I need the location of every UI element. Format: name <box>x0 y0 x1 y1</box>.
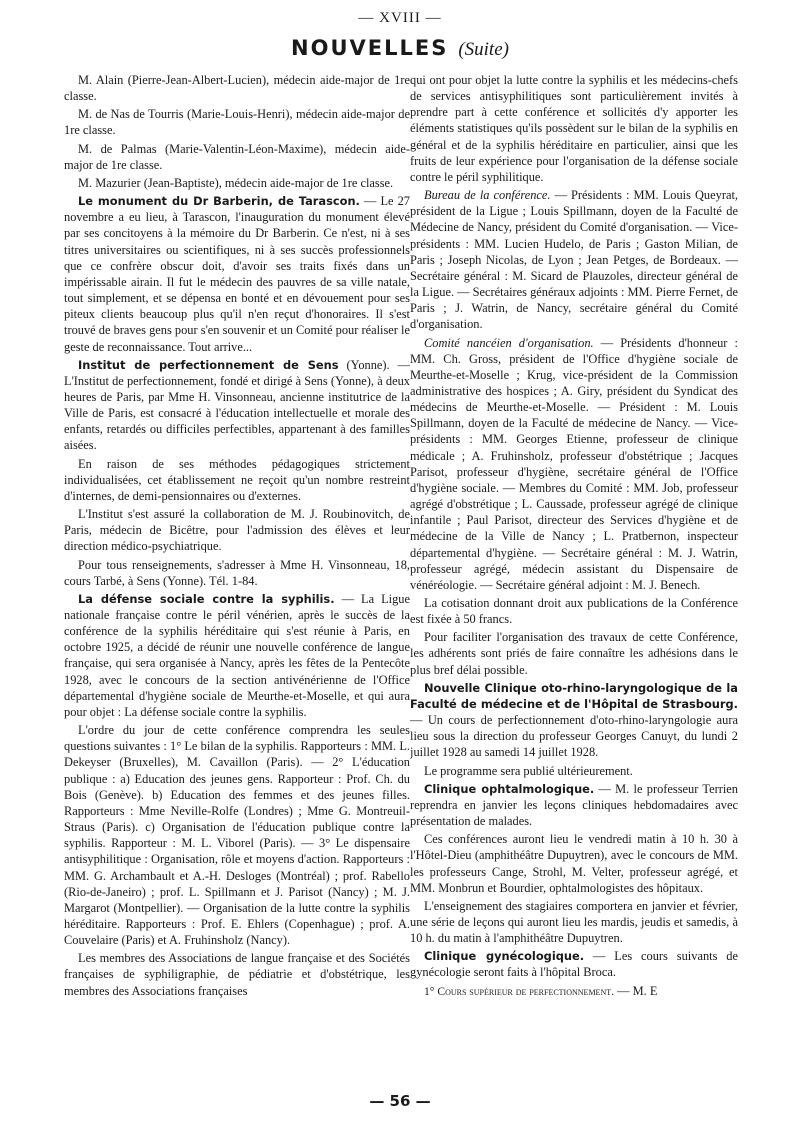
section-heading: Le monument du Dr Barberin, de Tarascon. <box>78 194 360 209</box>
paragraph-text: Ces conférences auront lieu le vendredi matin à 10 h. 30 à l'Hôtel-Dieu (amphithéâtre Dupuytren), avec le concours de MM. les professeurs Cange, Strohl, M. Velter, professeur agrégé, et MM. Monbrun et Bourdier, ophtalmologistes des hôpitaux. <box>410 832 738 895</box>
paragraph <box>64 357 410 454</box>
section-heading: La défense sociale contre la syphilis. <box>78 591 335 606</box>
paragraph-text: — Présidents d'honneur : MM. Ch. Gross, président de l'Office d'hygiène sociale de Meurthe-et-Moselle ; Krug, vice-président de la Commission administrative des hospices ; A. Giry, président du Syndicat des médecins de Meurthe-et-Moselle. — Président : M. Louis Spillmann, doyen de la Faculté de médecine de Nancy. — Vice-présidents : MM. Georges Etienne, professeur de clinique médicale ; A. Fruhinsholz, professeur d'obstétrique ; Jacques Parisot, professeur d'hygiène, secrétaire général de l'Office d'hygiène sociale. — Membres du Comité : MM. Job, professeur agrégé d'obstrétique ; L. Caussade, professeur agrégé de clinique infantile ; Paul Parisot, directeur des Services d'hygiène et de médecine de la Ville de Nancy ; L. Pratbernon, inspecteur départemental d'hygiène. — Secrétaire général : M. J. Watrin, professeur agrégé, médecin assistant du Dispensaire de vénéréologie. — Secrétaire général adjoint : M. J. Benech. <box>410 335 738 592</box>
paragraph-text: Pour tous renseignements, s'adresser à Mme H. Vinsonneau, 18, cours Tarbé, à Sens (Yonne). Tél. 1-84. <box>64 557 410 588</box>
italic-lead: Bureau de la conférence. <box>424 188 551 203</box>
paragraph <box>64 72 410 104</box>
paragraph-text: qui ont pour objet la lutte contre la syphilis et les médecins-chefs de services antisyphilitiques sont particulièrement invités à prendre part à cette conférence et sollicités d'y apporter les éléments statistiques qu'ils possèdent sur le bilan de la syphilis en général et de la syphilis héréditaire en particulier, ainsi que les fruits de leur expérience pour l'organisation de la défense sociale contre le péril syphilitique. <box>410 73 738 184</box>
paragraph-text: — Présidents : MM. Louis Queyrat, président de la Ligue ; Louis Spillmann, doyen de la Faculté de Médecine de Nancy, président du Comité d'organisation. — Vice-présidents : MM. Lucien Hudelo, de Paris ; Gaston Milian, de Paris ; Joseph Nicolas, de Lyon ; Jean Petges, de Bordeaux. — Secrétaire général : M. Sicard de Plauzoles, directeur général de la Ligue. — Secrétaires généraux adjoints : MM. Pierre Fernet, de Paris ; J. Watrin, de Nancy, secrétaire général du Comité d'organisation. <box>410 188 738 332</box>
page-number: — 56 — <box>369 1092 431 1110</box>
paragraph <box>64 722 410 948</box>
paragraph-text: — Les cours suivants de gynécologie seront faits à l'hôpital Broca. <box>410 949 738 980</box>
paragraph <box>410 595 738 627</box>
paragraph <box>64 175 410 191</box>
section-heading: Clinique gynécologique. <box>424 949 585 964</box>
paragraph-text: M. de Palmas (Marie-Valentin-Léon-Maxime), médecin aide-major de 1re classe. <box>64 141 410 172</box>
section-title-main: NOUVELLES <box>291 36 449 60</box>
paragraph <box>410 72 738 185</box>
paragraph-text: L'enseignement des stagiaires comportera en janvier et février, une série de leçons qui auront lieu les mardis, jeudis et samedis, à 10 h. du matin à l'amphithéâtre Dupuytren. <box>410 898 738 946</box>
paragraph-text: — La Ligue nationale française contre le péril vénérien, après le succès de la conférence de la syphilis héréditaire qui s'est réunie à Paris, en octobre 1925, a décidé de réunir une nouvelle conférence de langue française, qui sera organisée à Nancy, après les fêtes de la Pentecôte 1928, avec le concours de la section antivénérienne de l'Office départemental d'hygiène sociale de Meurthe-et-Moselle, et qui aura pour objet : La défense sociale contre la syphilis. <box>64 591 410 719</box>
paragraph-text: — Le 27 novembre a eu lieu, à Tarascon, l'inauguration du monument élevé par ses concitoyens à la mémoire du Dr Barberin. Ce n'est, ni à ses titres universitaires ou scientifiques, ni à ses succès professionnels que ce confrère obscur doit, d'avoir ses traits fixés dans un impérissable airain. Il fut le médecin des pauvres de sa ville natale, tout simplement, et se dépensa en bonté et en dévouement pour ses piteux clients beaucoup plus qu'il n'en reçut d'honoraires. Il s'est trouvé de braves gens pour s'en souvenir et un Comité pour réaliser le geste de reconnaissance. Tout arrive... <box>64 194 410 354</box>
paragraph <box>410 831 738 896</box>
section-heading: Clinique ophtalmologique. <box>424 781 595 796</box>
paragraph <box>410 948 738 980</box>
paragraph-text: M. Mazurier (Jean-Baptiste), médecin aide-major de 1re classe. <box>78 175 394 190</box>
paragraph <box>64 950 410 998</box>
paragraph <box>410 983 738 1000</box>
paragraph-text: (Yonne). — L'Institut de perfectionnement, fondé et dirigé à Sens (Yonne), à deux heures de Paris, par Mme H. Vinsonneau, ancienne institutrice de la Ville de Paris, est consacré à l'éducation intellectuelle et morale des enfants, retardés ou difficiles perfectibles, appartenant à des familles aisées. <box>64 357 410 453</box>
paragraph <box>410 781 738 829</box>
section-title-suite: (Suite) <box>458 39 509 60</box>
section-title <box>0 36 800 61</box>
paragraph-text: Les membres des Associations de langue française et des Sociétés françaises de syphiligraphie, de pédiatrie et d'obstétrique, les membres des Associations françaises <box>64 951 410 998</box>
paragraph <box>64 557 410 589</box>
right-column <box>410 72 738 1092</box>
smallcaps-lead: 1° Cours supérieur de perfectionnement. <box>424 984 615 998</box>
paragraph <box>64 506 410 554</box>
paragraph <box>410 335 738 594</box>
paragraph-text: — M. E <box>614 983 658 998</box>
paragraph-text: Le programme sera publié ultérieurement. <box>424 763 633 778</box>
paragraph <box>410 898 738 946</box>
paragraph-text: La cotisation donnant droit aux publications de la Conférence est fixée à 50 francs. <box>410 596 738 627</box>
paragraph-text: — Un cours de perfectionnement d'oto-rhino-laryngologie aura lieu sous la direction du professeur Georges Canuyt, du lundi 2 juillet 1928 au samedi 14 juillet 1928. <box>410 713 738 760</box>
paragraph <box>64 193 410 355</box>
left-column <box>64 72 410 1092</box>
paragraph <box>410 187 738 332</box>
paragraph <box>64 106 410 138</box>
section-heading: Institut de perfectionnement de Sens <box>78 357 339 372</box>
paragraph-text: En raison de ses méthodes pédagogiques strictement individualisées, cet établissement ne reçoit qu'un nombre restreint d'internes, de demi-pensionnaires ou d'externes. <box>64 456 410 503</box>
paragraph-text: — M. le professeur Terrien reprendra en janvier les leçons cliniques hebdomadaires avec présentation de malades. <box>410 781 738 829</box>
section-heading: Nouvelle Clinique oto-rhino-laryngologique de la Faculté de médecine et de l'Hôpital de Strasbourg. <box>410 680 738 711</box>
paragraph-text: M. Alain (Pierre-Jean-Albert-Lucien), médecin aide-major de 1re classe. <box>64 73 410 104</box>
paragraph-text: L'ordre du jour de cette conférence comprendra les seules questions suivantes : 1° Le bilan de la syphilis. Rapporteurs : MM. L. Dekeyser (Bruxelles), M. Cavaillon (Paris). — 2° L'éducation publique : a) Education des jeunes gens. Rapporteur : Prof. Ch. du Bois (Genève). b) Education des femmes et des jeunes filles. Rapporteurs : Mme Neville-Rolfe (Londres) ; Mme G. Montreuil-Straus (Paris). c) Organisation de l'éducation publique contre la syphilis. Rapporteur : M. L. Viborel (Paris). — 3° Le dispensaire antisyphilitique : Organisation, rôle et moyens d'action. Rapporteurs : MM. G. Archambault et A.-H. Desloges (Montréal) ; prof. Rabello (Rio-de-Janeiro) ; prof. L. Spillmann et J. Parisot (Nancy) ; M. J. Margarot (Montpellier). — Organisation de la lutte contre la syphilis héréditaire. Rapporteurs : Prof. E. Ehlers (Copenhague) ; prof. A. Couvelaire (Paris) et A. Fruhinsholz (Nancy). <box>64 723 410 948</box>
paragraph <box>410 763 738 779</box>
paragraph-text: M. de Nas de Tourris (Marie-Louis-Henri), médecin aide-major de 1re classe. <box>64 107 410 138</box>
paragraph <box>410 629 738 677</box>
paragraph <box>64 591 410 720</box>
italic-lead: Comité nancéien d'organisation. <box>424 335 594 350</box>
roman-page-number: — XVIII — <box>358 10 442 26</box>
paragraph <box>64 456 410 504</box>
paragraph <box>64 141 410 173</box>
paragraph-text: L'Institut s'est assuré la collaboration de M. J. Roubinovitch, de Paris, médecin de Bicêtre, pour l'admission des élèves et leur direction médico-psychiatrique. <box>64 507 410 554</box>
paragraph <box>410 680 738 761</box>
paragraph-text: Pour faciliter l'organisation des travaux de cette Conférence, les adhérents sont priés de faire connaître les adhésions dans le plus bref délai possible. <box>410 630 738 677</box>
